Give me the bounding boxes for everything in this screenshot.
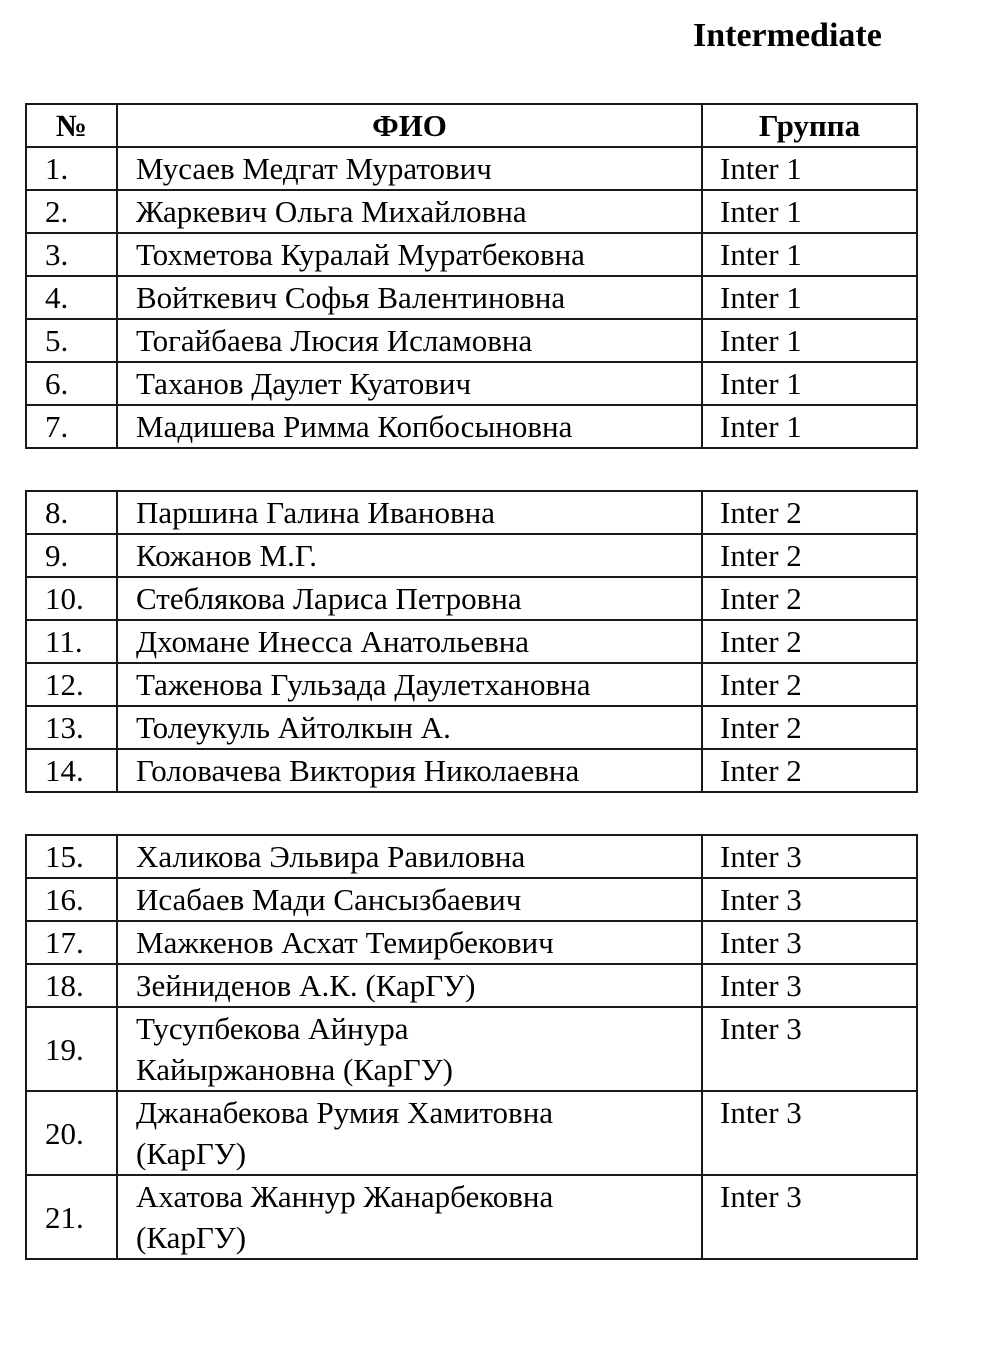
row-full-name: Мадишева Римма Копбосыновна <box>117 405 702 448</box>
table-row <box>26 233 917 276</box>
row-full-name: Стеблякова Лариса Петровна <box>117 577 702 620</box>
row-full-name: Жаркевич Ольга Михайловна <box>117 190 702 233</box>
row-full-name <box>117 1175 702 1259</box>
table-row <box>26 835 917 878</box>
row-full-name: Мусаев Медгат Муратович <box>117 147 702 190</box>
row-full-name <box>117 1007 702 1091</box>
row-full-name: Кожанов М.Г. <box>117 534 702 577</box>
row-number: 17. <box>26 921 117 964</box>
row-group: Inter 2 <box>702 491 917 534</box>
row-group: Inter 1 <box>702 319 917 362</box>
row-group: Inter 3 <box>702 1007 917 1091</box>
row-number: 15. <box>26 835 117 878</box>
table-row <box>26 190 917 233</box>
row-group: Inter 2 <box>702 663 917 706</box>
table-row <box>26 749 917 792</box>
table-row <box>26 491 917 534</box>
row-number: 20. <box>26 1091 117 1175</box>
row-full-name: Мажкенов Асхат Темирбекович <box>117 921 702 964</box>
group-table-inter-1 <box>25 103 918 449</box>
row-full-name: Паршина Галина Ивановна <box>117 491 702 534</box>
row-full-name-line-1: Ахатова Жаннур Жанарбековна <box>136 1179 554 1214</box>
group-table-inter-2 <box>25 490 918 793</box>
row-number: 6. <box>26 362 117 405</box>
row-number: 1. <box>26 147 117 190</box>
table-row <box>26 1007 917 1091</box>
row-group: Inter 1 <box>702 362 917 405</box>
row-full-name: Головачева Виктория Николаевна <box>117 749 702 792</box>
row-number: 12. <box>26 663 117 706</box>
row-number: 3. <box>26 233 117 276</box>
group-table-inter-3 <box>25 834 918 1260</box>
row-number: 8. <box>26 491 117 534</box>
row-group: Inter 1 <box>702 190 917 233</box>
row-number: 7. <box>26 405 117 448</box>
row-full-name: Таженова Гульзада Даулетхановна <box>117 663 702 706</box>
row-full-name: Войткевич Софья Валентиновна <box>117 276 702 319</box>
row-full-name: Зейниденов А.К. (КарГУ) <box>117 964 702 1007</box>
table-row <box>26 577 917 620</box>
row-number: 5. <box>26 319 117 362</box>
row-group: Inter 2 <box>702 534 917 577</box>
table-row <box>26 147 917 190</box>
table-row <box>26 706 917 749</box>
row-group: Inter 2 <box>702 749 917 792</box>
row-full-name-line-1: Джанабекова Румия Хамитовна <box>136 1095 554 1130</box>
table-row <box>26 362 917 405</box>
row-group: Inter 3 <box>702 835 917 878</box>
row-number: 2. <box>26 190 117 233</box>
header-full-name: ФИО <box>117 104 702 147</box>
row-group: Inter 2 <box>702 706 917 749</box>
row-number: 13. <box>26 706 117 749</box>
row-group: Inter 2 <box>702 577 917 620</box>
row-number: 11. <box>26 620 117 663</box>
row-number: 10. <box>26 577 117 620</box>
row-number: 21. <box>26 1175 117 1259</box>
page-title: Intermediate <box>693 17 882 54</box>
row-full-name <box>117 1091 702 1175</box>
row-full-name: Таханов Даулет Куатович <box>117 362 702 405</box>
row-group: Inter 3 <box>702 921 917 964</box>
table-row <box>26 1091 917 1175</box>
row-number: 18. <box>26 964 117 1007</box>
table-row <box>26 964 917 1007</box>
row-full-name: Толеукуль Айтолкын А. <box>117 706 702 749</box>
table-row <box>26 405 917 448</box>
table-row <box>26 534 917 577</box>
row-group: Inter 3 <box>702 1091 917 1175</box>
row-group: Inter 3 <box>702 1175 917 1259</box>
row-group: Inter 1 <box>702 147 917 190</box>
row-full-name: Тохметова Куралай Муратбековна <box>117 233 702 276</box>
row-group: Inter 3 <box>702 964 917 1007</box>
table-row <box>26 663 917 706</box>
row-full-name-line-2: Кайыржановна (КарГУ) <box>136 1052 453 1087</box>
row-full-name-line-2: (КарГУ) <box>136 1136 247 1171</box>
row-group: Inter 1 <box>702 276 917 319</box>
header-group: Группа <box>702 104 917 147</box>
row-group: Inter 3 <box>702 878 917 921</box>
row-number: 4. <box>26 276 117 319</box>
table-row <box>26 921 917 964</box>
row-full-name-line-1: Тусупбекова Айнура <box>136 1011 409 1046</box>
row-group: Inter 1 <box>702 233 917 276</box>
row-number: 19. <box>26 1007 117 1091</box>
row-number: 9. <box>26 534 117 577</box>
row-group: Inter 2 <box>702 620 917 663</box>
table-row <box>26 620 917 663</box>
table-row <box>26 276 917 319</box>
row-full-name: Халикова Эльвира Равиловна <box>117 835 702 878</box>
table-row <box>26 319 917 362</box>
header-number: № <box>26 104 117 147</box>
row-number: 14. <box>26 749 117 792</box>
table-row <box>26 878 917 921</box>
row-full-name: Исабаев Мади Сансызбаевич <box>117 878 702 921</box>
row-full-name: Тогайбаева Люсия Исламовна <box>117 319 702 362</box>
row-group: Inter 1 <box>702 405 917 448</box>
table-header-row <box>26 104 917 147</box>
row-full-name: Дхомане Инесса Анатольевна <box>117 620 702 663</box>
table-row <box>26 1175 917 1259</box>
row-number: 16. <box>26 878 117 921</box>
row-full-name-line-2: (КарГУ) <box>136 1220 247 1255</box>
